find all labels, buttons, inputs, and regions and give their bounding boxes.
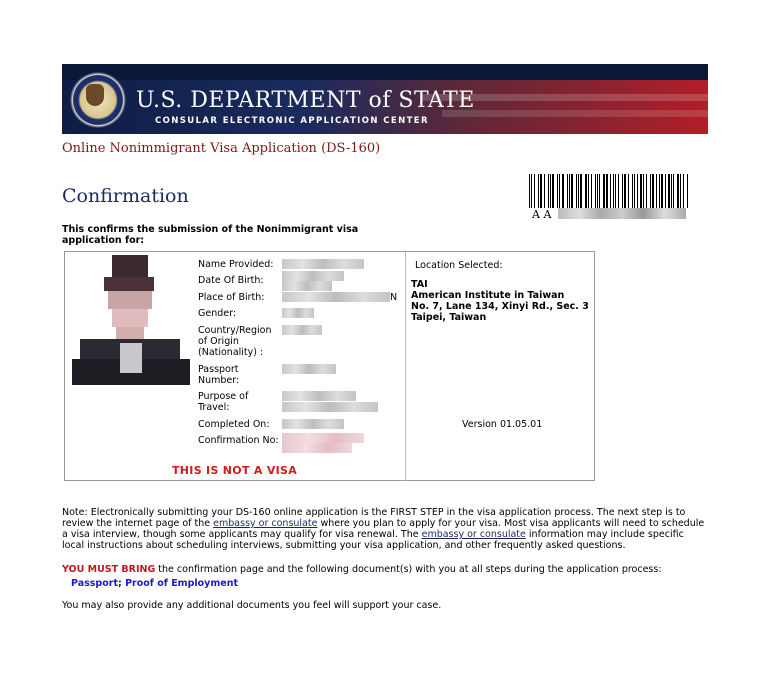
value-confirmation-redacted [282,433,364,443]
barcode-bar [578,174,579,208]
label-confirmation: Confirmation No: [198,435,279,446]
next-steps-note [62,507,708,551]
barcode-prefix: A A [532,208,552,221]
location-name: American Institute in Taiwan [411,290,565,301]
must-bring-emphasis: YOU MUST BRING [62,564,156,575]
barcode-bar [559,174,560,208]
barcode-icon [529,174,689,208]
embassy-consulate-link-2[interactable]: embassy or consulate [421,529,526,540]
barcode-bar [610,174,611,208]
must-bring-text: the confirmation page and the following document(s) with you at all steps during the application process: [155,564,662,575]
barcode-bar [671,174,672,208]
barcode-bar [548,174,549,208]
barcode-bar [544,174,545,208]
department-title: U.S. DEPARTMENT of STATE [136,88,475,113]
barcode-bar [567,174,568,208]
note-text-3: information may include specific local instructions about scheduling interviews, submitting your visa application, and other frequently asked questions. [62,529,684,551]
barcode-bar [580,174,581,208]
page-title: Confirmation [62,185,189,207]
applicant-photo [72,255,190,385]
barcode-bar [585,174,587,208]
label-purpose: Purpose of Travel: [198,391,249,413]
label-name: Name Provided: [198,259,274,270]
barcode-bar [552,174,553,208]
note-text-1: Note: Electronically submitting your DS-160 online application is the FIRST STEP in the visa application process. The next step is to review the internet page of the [62,507,686,529]
barcode-bar [571,174,572,208]
value-passport-redacted [282,364,336,374]
barcode-bar [673,174,674,208]
label-passport: Passport Number: [198,364,240,386]
location-address-line1: No. 7, Lane 134, Xinyi Rd., Sec. 3 [411,301,589,312]
barcode-bar [599,174,600,208]
barcode-bar [665,174,666,208]
label-gender: Gender: [198,308,237,319]
additional-documents-note: You may also provide any additional documents you feel will support your case. [62,600,442,611]
barcode-bar [634,174,635,208]
label-completed: Completed On: [198,419,270,430]
label-pob: Place of Birth: [198,292,265,303]
barcode-bar [606,174,607,208]
barcode-bar [652,174,654,208]
barcode-bar [534,174,535,208]
note-text-2: where you plan to apply for your visa. Most visa applicants will need to schedule a visa interview, though some applicants may qualify for visa renewal. The [62,518,705,540]
location-code: TAI [411,279,428,290]
barcode-bar [624,174,626,208]
barcode-bar [615,174,616,208]
barcode-bar [659,174,660,208]
location-label: Location Selected: [415,260,503,271]
barcode-bar [650,174,651,208]
application-title: Online Nonimmigrant Visa Application (DS-160) [62,141,381,156]
value-purpose-redacted-2 [282,402,378,412]
barcode-bar [591,174,592,208]
label-dob: Date Of Birth: [198,275,264,286]
barcode-bar [687,174,688,208]
version-label: Version 01.05.01 [462,419,543,430]
barcode-bar [538,174,539,208]
barcode-bar [628,174,629,208]
barcode-bar [622,174,623,208]
label-country: Country/Region of Origin (Nationality) : [198,325,272,358]
must-bring-instruction [62,564,662,575]
barcode-bar [597,174,598,208]
barcode-number-redacted [558,208,686,219]
department-subtitle: CONSULAR ELECTRONIC APPLICATION CENTER [155,116,429,126]
barcode-bar [576,174,577,208]
barcode-bar [656,174,657,208]
barcode-bar [595,174,596,208]
barcode-bar [661,174,662,208]
banner-top-bar [62,64,708,80]
value-pob-suffix: N [390,292,398,303]
barcode-bar [557,174,558,208]
barcode-bar [613,174,614,208]
column-divider [405,252,406,481]
barcode-bar [680,174,681,208]
value-gender-redacted [282,308,314,318]
barcode-bar [562,174,564,208]
location-details [411,279,596,323]
location-address-line2: Taipei, Taiwan [411,312,487,323]
barcode-bar [529,174,530,208]
value-confirmation-redacted-2 [282,443,352,453]
not-a-visa-warning: THIS IS NOT A VISA [172,464,298,477]
barcode-bar [637,174,638,208]
value-country-redacted [282,325,322,335]
value-dob-redacted [282,271,344,281]
header-banner [62,64,708,134]
value-pob-redacted [282,292,390,302]
barcode-bar [646,174,647,208]
barcode-bar [540,174,542,208]
barcode-bar [683,174,684,208]
value-dob-redacted-2 [282,281,332,291]
barcode-bar [618,174,619,208]
barcode-bar [677,174,679,208]
required-documents: Passport; Proof of Employment [71,578,239,589]
barcode-bar [531,174,532,208]
value-name-redacted [282,259,364,269]
value-completed-redacted [282,419,344,429]
embassy-consulate-link[interactable]: embassy or consulate [213,518,318,529]
barcode-bar [640,174,641,208]
value-purpose-redacted [282,391,356,401]
barcode-bar [550,174,551,208]
barcode-bar [643,174,644,208]
barcode-bar [668,174,669,208]
barcode-bar [603,174,605,208]
barcode-bar [588,174,589,208]
eagle-icon [86,84,104,106]
confirmation-statement: This confirms the submission of the Nonimmigrant visa application for: [62,224,359,246]
barcode-bar [632,174,633,208]
barcode-bar [569,174,570,208]
